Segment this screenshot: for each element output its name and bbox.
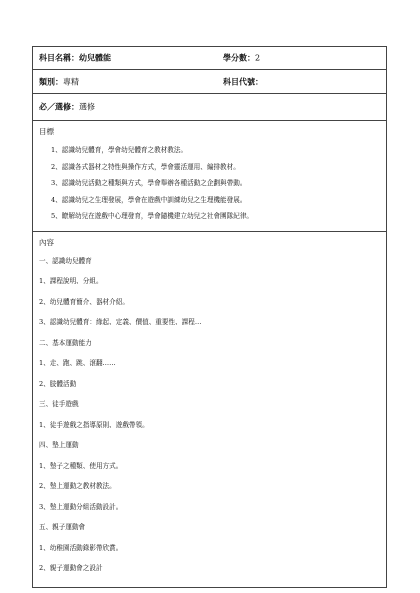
credits-cell xyxy=(223,53,260,64)
content-item: 2、幼兒體育簡介、器材介紹。 xyxy=(39,297,129,306)
content-item: 2、肢體活動 xyxy=(39,379,77,388)
credits-value: 2 xyxy=(255,53,261,63)
course-code-label: 科目代號： xyxy=(223,76,263,86)
content-item: 1、幼稚園活動錄影帶欣賞。 xyxy=(39,543,123,552)
course-name-value: 幼兒體能 xyxy=(79,52,111,63)
objective-item: 2、認識各式器材之特性與操作方式，學會靈活運用、編排教材。 xyxy=(51,162,240,171)
header-row-required-elective xyxy=(33,94,386,121)
content-heading: 三、徒手遊戲 xyxy=(39,400,79,408)
content-item: 1、課程說明、分組。 xyxy=(39,277,103,285)
course-code-cell xyxy=(223,76,263,87)
course-syllabus-table xyxy=(32,46,387,588)
objective-item: 1、認識幼兒體育，學會幼兒體育之教材教法。 xyxy=(51,146,188,154)
category-label: 類別： xyxy=(39,76,63,86)
objectives-list xyxy=(39,138,386,225)
header-row-category xyxy=(33,70,386,94)
content-item: 2、墊上運動之教材教法。 xyxy=(39,482,116,490)
content-item: 2、親子運動會之設計 xyxy=(39,564,103,572)
content-heading: 四、墊上運動 xyxy=(39,441,79,449)
required-elective-label: 必／選修： xyxy=(39,101,79,112)
content-item: 1、走、跑、跳、滾翻…… xyxy=(39,359,116,367)
objectives-title: 目標 xyxy=(39,127,54,136)
category-cell xyxy=(39,76,79,87)
credits-label: 學分數： xyxy=(223,52,255,63)
course-name-label: 科目名稱： xyxy=(39,52,79,63)
objectives-section xyxy=(33,121,386,232)
content-item: 3、墊上運動分組活動設計。 xyxy=(39,502,123,511)
content-title: 內容 xyxy=(39,237,54,247)
content-item: 3、認識幼兒體育：緣起、定義、價值、重要性、課程… xyxy=(39,318,202,326)
category-value: 專精 xyxy=(63,77,79,86)
course-name-cell xyxy=(39,53,111,64)
objective-item: 4、認識幼兒之生理發展，學會在遊戲中訓練幼兒之生理機能發展。 xyxy=(51,195,247,204)
content-section xyxy=(33,232,386,587)
content-heading: 二、基本運動能力 xyxy=(39,338,92,347)
content-item: 1、墊子之種類、使用方式。 xyxy=(39,461,123,470)
required-elective-value: 選修 xyxy=(79,102,95,112)
header-row-course-name xyxy=(33,47,386,70)
content-heading: 五、親子運動會 xyxy=(39,523,86,531)
content-item: 1、徒手遊戲之指導原則、遊戲帶領。 xyxy=(39,420,149,429)
required-elective-cell xyxy=(39,102,95,113)
content-heading: 一、認識幼兒體育 xyxy=(39,256,92,265)
objective-item: 3、認識幼兒活動之種類與方式，學會舉辦各種活動之企劃與帶動。 xyxy=(51,179,247,187)
objective-item: 5、瞭解幼兒在遊戲中心理發育，學會隨機建立幼兒之社會團隊紀律。 xyxy=(51,212,254,220)
